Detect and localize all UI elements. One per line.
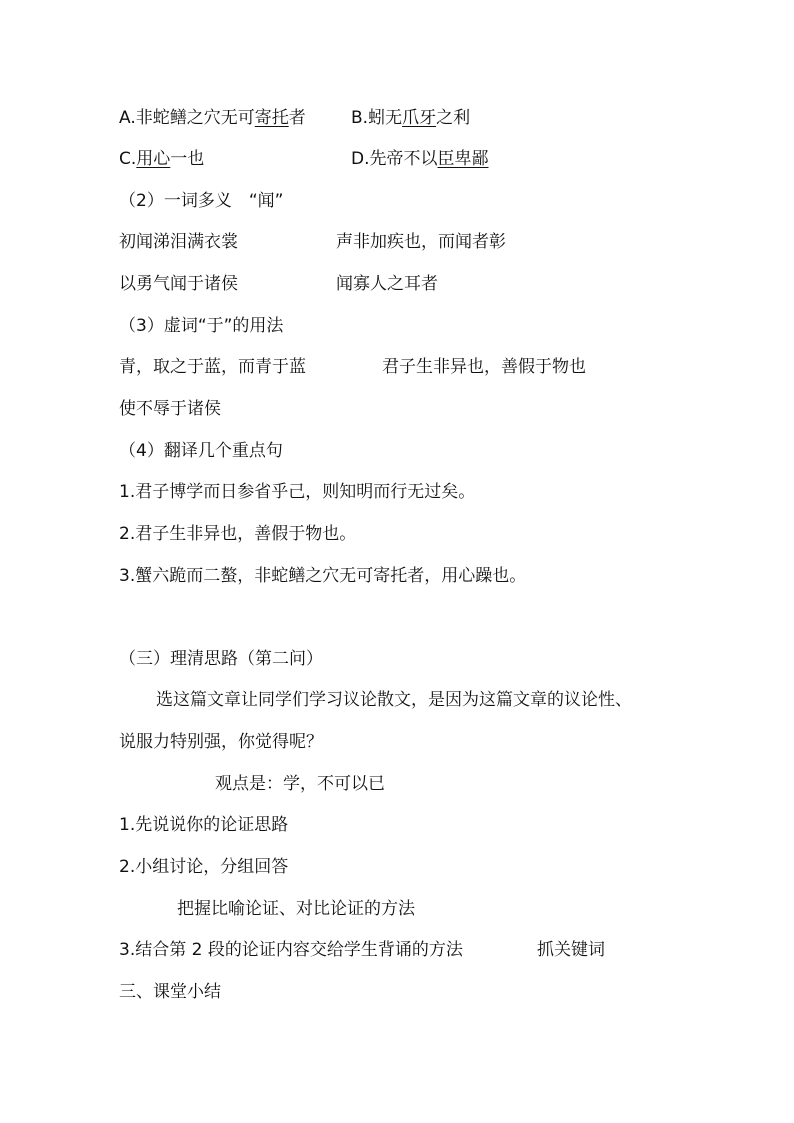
function-word-heading: （3）虚词“于”的用法 [119, 316, 284, 336]
translation-sentence-3: 3.蟹六跪而二螯，非蛇鳝之穴无可寄托者，用心躁也。 [119, 566, 527, 586]
section-three-heading: （三）理清思路（第二问） [119, 649, 323, 669]
polysemy-heading: （2）一词多义 “闻” [119, 191, 284, 211]
translation-sentence-2: 2.君子生非异也，善假于物也。 [119, 524, 357, 544]
argument-methods: 把握比喻论证、对比论证的方法 [177, 899, 415, 919]
step-3-tip: 抓关键词 [537, 940, 605, 960]
option-b-suffix: 之利 [436, 108, 471, 128]
polysemy-example-2: 声非加疾也，而闻者彰 [336, 232, 506, 252]
option-b-prefix: B.蚓无 [351, 108, 403, 128]
translation-heading: （4）翻译几个重点句 [119, 441, 283, 461]
summary-heading: 三、课堂小结 [119, 982, 221, 1002]
translation-sentence-1: 1.君子博学而日参省乎己，则知明而行无过矣。 [119, 482, 476, 502]
option-c-suffix: 一也 [170, 149, 205, 169]
option-d-prefix: D.先帝不以 [351, 149, 438, 169]
option-d-underlined: 臣卑鄙 [437, 149, 489, 169]
option-c [119, 148, 204, 170]
option-a-suffix: 者 [288, 108, 306, 128]
polysemy-example-4: 闻寡人之耳者 [336, 274, 438, 294]
option-d [351, 148, 489, 170]
function-word-example-3: 使不辱于诸侯 [119, 399, 221, 419]
function-word-example-1: 青，取之于蓝，而青于蓝 [119, 357, 306, 377]
polysemy-example-1: 初闻涕泪满衣裳 [119, 232, 238, 252]
function-word-example-2: 君子生非异也，善假于物也 [382, 357, 586, 377]
option-a [119, 107, 306, 129]
polysemy-example-3: 以勇气闻于诸侯 [119, 274, 238, 294]
option-c-underlined: 用心 [136, 149, 171, 169]
section-three-paragraph-line-2: 说服力特别强，你觉得呢？ [119, 732, 323, 752]
step-1: 1.先说说你的论证思路 [119, 815, 289, 835]
step-3: 3.结合第 2 段的论证内容交给学生背诵的方法 [119, 940, 463, 960]
section-three-paragraph-line-1: 选这篇文章让同学们学习议论散文，是因为这篇文章的议论性、 [156, 690, 632, 710]
step-2: 2.小组讨论，分组回答 [119, 857, 289, 877]
option-c-prefix: C. [119, 149, 137, 169]
viewpoint: 观点是：学，不可以已 [215, 774, 385, 794]
option-a-underlined: 寄托 [254, 108, 289, 128]
option-a-prefix: A.非蛇鳝之穴无可 [119, 108, 255, 128]
option-b [351, 107, 470, 129]
option-b-underlined: 爪牙 [402, 108, 437, 128]
